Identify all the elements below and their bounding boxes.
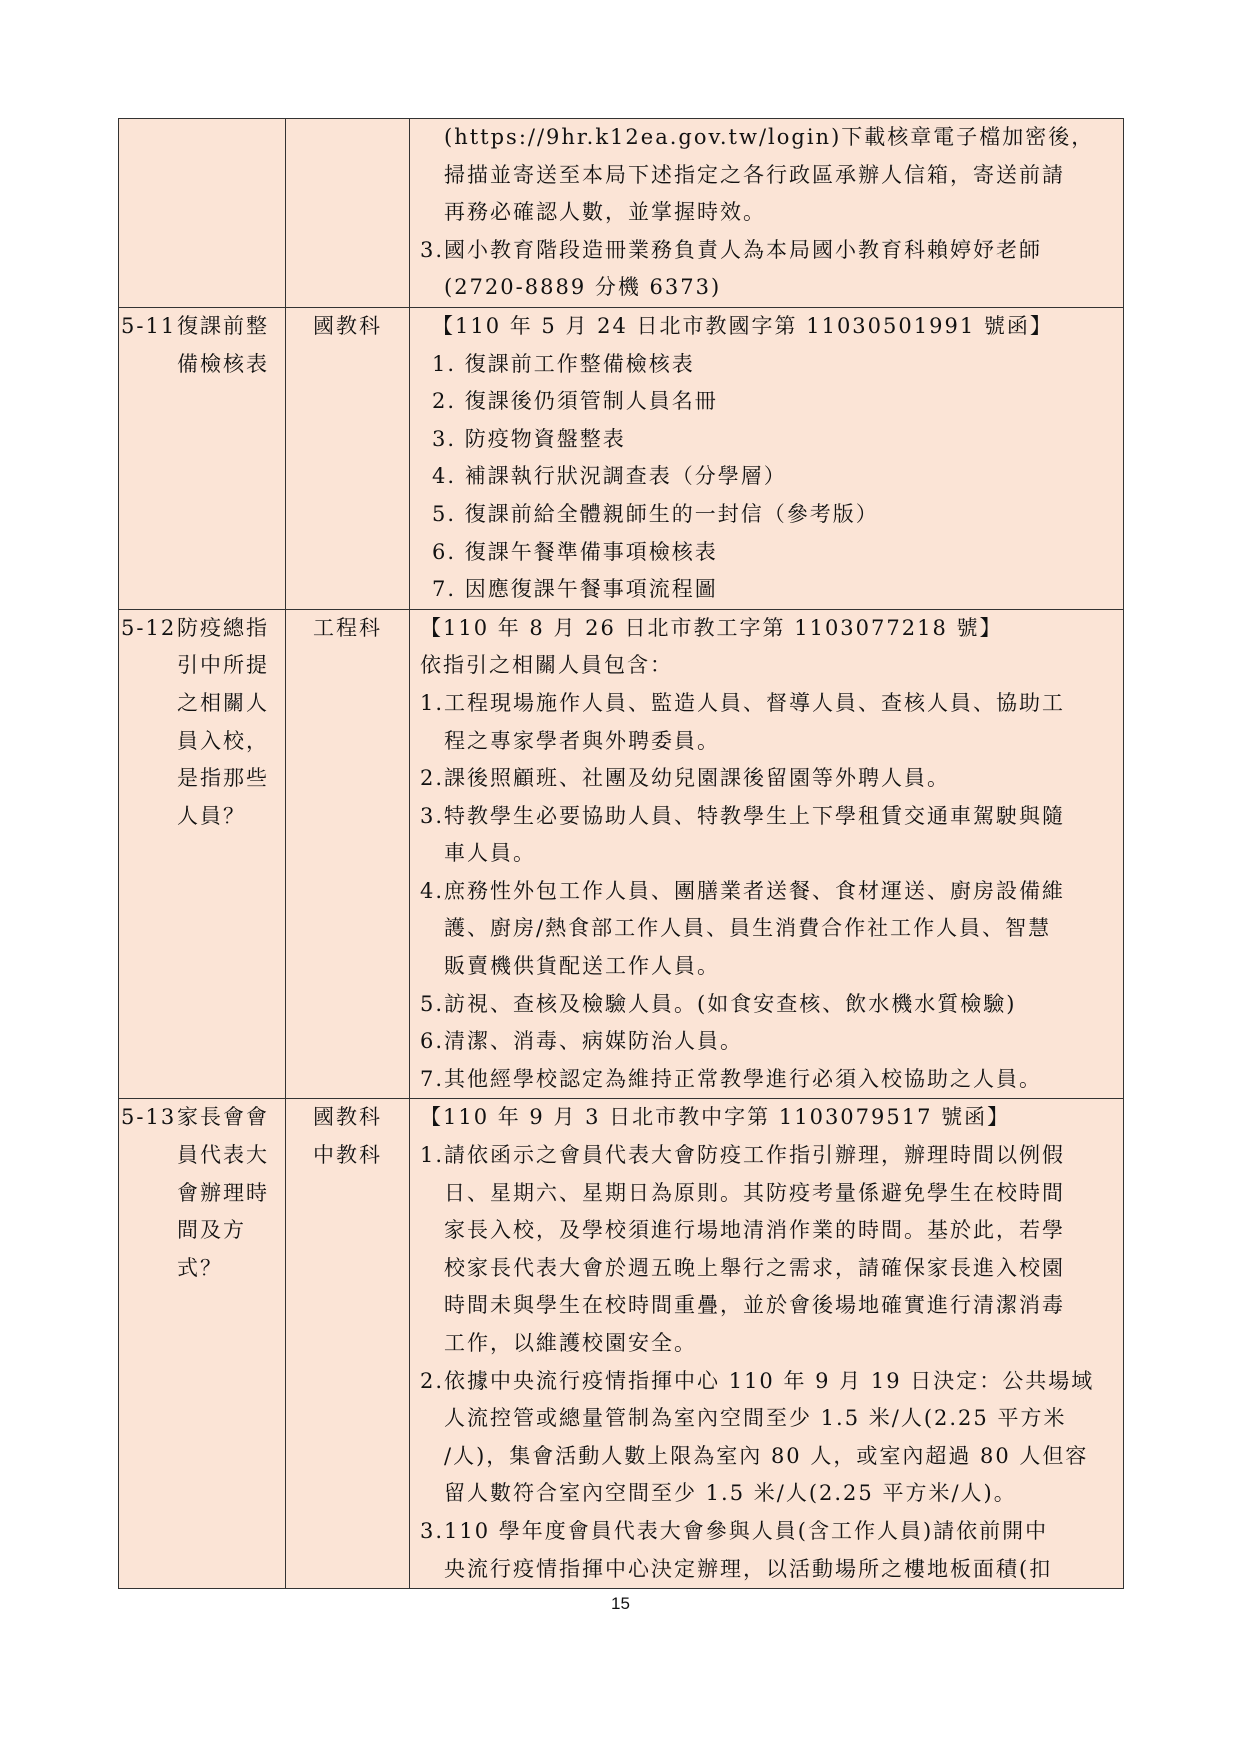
page-number: 15: [611, 1594, 630, 1613]
item-title-line: [121, 610, 285, 648]
content-line: 再務必確認人數，並掌握時效。: [444, 200, 766, 225]
content-cell: [410, 609, 1124, 1099]
item-title-text: 引中所提: [177, 653, 269, 678]
content-line: 3. 防疫物資盤整表: [432, 426, 626, 451]
department-name: 工程科: [313, 615, 382, 640]
content-line: 1. 復課前工作整備檢核表: [432, 351, 695, 376]
content-line: 販賣機供貨配送工作人員。: [444, 954, 720, 979]
item-cell: [119, 307, 286, 609]
content-line: 7. 因應復課午餐事項流程圖: [432, 577, 718, 602]
item-title-text: 式？: [177, 1255, 223, 1280]
content-line: 2. 復課後仍須管制人員名冊: [432, 389, 718, 414]
content-line: 校家長代表大會於週五晚上舉行之需求，請確保家長進入校園: [444, 1255, 1065, 1280]
content-line: 車人員。: [444, 841, 536, 866]
content-line: 程之專家學者與外聘委員。: [444, 728, 720, 753]
table-row: [119, 119, 1124, 308]
department-cell: [286, 609, 410, 1099]
item-title-line: [121, 1212, 285, 1250]
content-line: 5.訪視、查核及檢驗人員。(如食安查核、飲水機水質檢驗): [420, 991, 1017, 1016]
item-title-text: 家長會會: [177, 1105, 269, 1130]
item-title-line: [121, 1175, 285, 1213]
content-line: 2.課後照顧班、社團及幼兒園課後留園等外聘人員。: [420, 766, 951, 791]
content-line: 3.特教學生必要協助人員、特教學生上下學租賃交通車駕駛與隨: [420, 803, 1066, 828]
item-title-text: 復課前整: [177, 313, 269, 338]
content-line: 人流控管或總量管制為室內空間至少 1.5 米/人(2.25 平方米: [444, 1406, 1067, 1431]
content-line: 日、星期六、星期日為原則。其防疫考量係避免學生在校時間: [444, 1180, 1065, 1205]
item-title-line: [121, 1099, 285, 1137]
content-line: 1.工程現場施作人員、監造人員、督導人員、查核人員、協助工: [420, 690, 1066, 715]
item-title-text: 員入校，: [177, 728, 269, 753]
content-line: 4.庶務性外包工作人員、團膳業者送餐、食材運送、廚房設備維: [420, 878, 1066, 903]
item-title-line: [121, 1137, 285, 1175]
content-line: 依指引之相關人員包含：: [420, 653, 673, 678]
content-line: 1.請依函示之會員代表大會防疫工作指引辦理，辦理時間以例假: [420, 1143, 1066, 1168]
item-title-text: 是指那些: [177, 766, 269, 791]
content-line: (https://9hr.k12ea.gov.tw/login)下載核章電子檔加密後，: [444, 125, 1095, 149]
table-body: [119, 119, 1124, 1589]
item-cell: [119, 1099, 286, 1589]
department-cell: [286, 119, 410, 308]
item-title-line: [121, 798, 285, 836]
content-line: 【110 年 8 月 26 日北市教工字第 1103077218 號】: [420, 615, 1003, 640]
table-row: [119, 307, 1124, 609]
item-title-text: 之相關人: [177, 690, 269, 715]
item-cell: [119, 119, 286, 308]
content-line: 央流行疫情指揮中心決定辦理，以活動場所之樓地板面積(扣: [444, 1556, 1053, 1581]
department-name: 中教科: [313, 1143, 382, 1168]
item-title-line: [121, 685, 285, 723]
item-title-text: 人員？: [177, 803, 246, 828]
department-cell: [286, 1099, 410, 1589]
content-line: 6.清潔、消毒、病媒防治人員。: [420, 1029, 744, 1054]
content-line: 4. 補課執行狀況調查表（分學層）: [432, 464, 787, 489]
item-title-text: 備檢核表: [177, 351, 269, 376]
item-number: 5-13: [121, 1105, 177, 1130]
content-line: 5. 復課前給全體親師生的一封信（參考版）: [432, 501, 879, 526]
content-line: 留人數符合室內空間至少 1.5 米/人(2.25 平方米/人)。: [444, 1481, 1017, 1506]
content-line: 護、廚房/熱食部工作人員、員生消費合作社工作人員、智慧: [444, 916, 1052, 941]
content-line: 6. 復課午餐準備事項檢核表: [432, 539, 718, 564]
item-title-line: [121, 647, 285, 685]
item-title-line: [121, 346, 285, 384]
content-line: 7.其他經學校認定為維持正常教學進行必須入校協助之人員。: [420, 1066, 1043, 1091]
content-line: 3.110 學年度會員代表大會參與人員(含工作人員)請依前開中: [420, 1518, 1049, 1543]
item-title-text: 員代表大: [177, 1143, 269, 1168]
content-line: 【110 年 9 月 3 日北市教中字第 1103079517 號函】: [420, 1105, 1011, 1130]
item-title-line: [121, 760, 285, 798]
content-line: 2.依據中央流行疫情指揮中心 110 年 9 月 19 日決定：公共場域: [420, 1368, 1095, 1393]
item-title-line: [121, 1250, 285, 1288]
table-row: [119, 609, 1124, 1099]
item-title-text: 間及方: [177, 1218, 246, 1243]
table-row: [119, 1099, 1124, 1589]
item-title-line: [121, 308, 285, 346]
content-line: (2720-8889 分機 6373): [444, 275, 722, 300]
content-line: /人)，集會活動人數上限為室內 80 人，或室內超過 80 人但容: [444, 1443, 1089, 1468]
document-table: [118, 118, 1124, 1589]
department-name: 國教科: [313, 313, 382, 338]
content-cell: [410, 119, 1124, 308]
item-title-text: 會辦理時: [177, 1180, 269, 1205]
item-number: 5-12: [121, 615, 177, 640]
content-line: 【110 年 5 月 24 日北市教國字第 11030501991 號函】: [432, 313, 1053, 338]
content-line: 掃描並寄送至本局下述指定之各行政區承辦人信箱，寄送前請: [444, 162, 1065, 187]
content-cell: [410, 1099, 1124, 1589]
item-title-line: [121, 723, 285, 761]
department-name: 國教科: [313, 1105, 382, 1130]
content-line: 3.國小教育階段造冊業務負責人為本局國小教育科賴婷妤老師: [420, 237, 1043, 262]
department-cell: [286, 307, 410, 609]
content-cell: [410, 307, 1124, 609]
content-line: 工作，以維護校園安全。: [444, 1331, 697, 1355]
content-line: 時間未與學生在校時間重疊，並於會後場地確實進行清潔消毒: [444, 1293, 1065, 1318]
item-title-text: 防疫總指: [177, 615, 269, 640]
item-number: 5-11: [121, 313, 177, 338]
item-cell: [119, 609, 286, 1099]
content-line: 家長入校，及學校須進行場地清消作業的時間。基於此，若學: [444, 1218, 1065, 1243]
